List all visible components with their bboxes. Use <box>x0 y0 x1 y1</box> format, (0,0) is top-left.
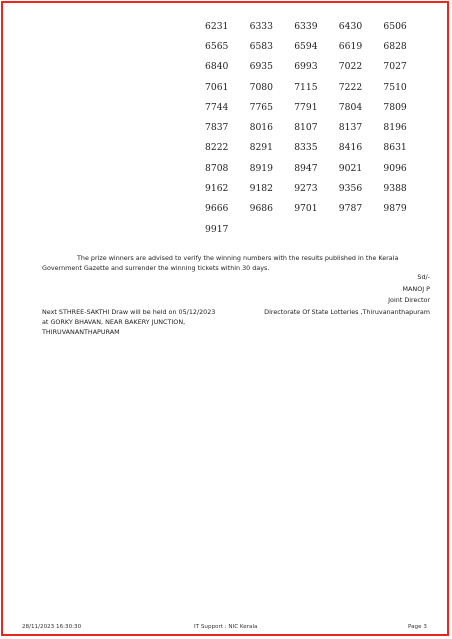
winning-number: 9388 <box>383 183 407 195</box>
signature-name: MANOJ P <box>402 285 430 293</box>
winning-number: 7804 <box>338 101 363 113</box>
number-row <box>205 138 435 158</box>
winning-number: 6828 <box>383 40 407 52</box>
winning-number: 7027 <box>383 61 407 73</box>
winning-number: 9666 <box>205 203 229 215</box>
footer-support: IT Support : NIC Kerala <box>194 624 258 630</box>
winning-number: 8016 <box>249 122 273 134</box>
next-draw-line-3: THIRUVANANTHAPURAM <box>42 328 120 336</box>
winning-number: 9356 <box>338 183 363 195</box>
winning-number: 8222 <box>205 142 229 154</box>
winning-number: 9021 <box>338 162 363 174</box>
winning-number: 9917 <box>205 223 229 235</box>
number-row <box>205 16 435 36</box>
winning-number: 9686 <box>249 203 273 215</box>
winning-number: 7061 <box>205 81 229 93</box>
number-row <box>205 199 435 219</box>
signature-department: Directorate Of State Lotteries ,Thiruvananthapuram <box>264 308 430 316</box>
number-row <box>205 97 435 117</box>
winning-number: 7115 <box>294 81 318 93</box>
winning-number: 9162 <box>205 183 229 195</box>
number-row <box>205 158 435 178</box>
number-row <box>205 36 435 56</box>
number-row <box>205 117 435 137</box>
winning-number: 6619 <box>338 40 363 52</box>
winning-number: 9182 <box>249 183 273 195</box>
winning-number: 8137 <box>338 122 363 134</box>
number-row <box>205 178 435 198</box>
winning-number: 8631 <box>383 142 407 154</box>
winning-number: 8947 <box>294 162 318 174</box>
winning-number: 7222 <box>338 81 363 93</box>
signature-sd: Sd/- <box>417 273 430 281</box>
winning-number: 9096 <box>383 162 407 174</box>
winning-number: 9787 <box>338 203 363 215</box>
notice-line-1: The prize winners are advised to verify the winning numbers with the results published in the Kerala <box>77 254 399 262</box>
winning-number: 7080 <box>249 81 273 93</box>
winning-number: 8291 <box>249 142 273 154</box>
winning-number: 6583 <box>249 40 273 52</box>
winning-number: 7744 <box>205 101 229 113</box>
winning-number: 6840 <box>205 61 229 73</box>
number-row <box>205 57 435 77</box>
winning-number: 8107 <box>294 122 318 134</box>
signature-designation: Joint Director <box>388 296 430 304</box>
footer-page-number: Page 3 <box>408 624 427 630</box>
winning-number: 8416 <box>338 142 363 154</box>
winning-number: 7765 <box>249 101 273 113</box>
winning-number: 9879 <box>383 203 407 215</box>
winning-numbers-grid <box>205 16 435 239</box>
winning-number: 9701 <box>294 203 318 215</box>
footer-timestamp: 28/11/2023 16:30:30 <box>22 624 82 630</box>
winning-number: 6935 <box>249 61 273 73</box>
notice-paragraph <box>42 253 437 273</box>
next-draw-line-1: Next STHREE-SAKTHI Draw will be held on 05/12/2023 <box>42 308 216 316</box>
winning-number: 8919 <box>249 162 273 174</box>
winning-number: 6430 <box>338 20 363 32</box>
winning-number: 6993 <box>294 61 318 73</box>
winning-number: 8708 <box>205 162 229 174</box>
winning-number: 7837 <box>205 122 229 134</box>
winning-number: 9273 <box>294 183 318 195</box>
winning-number: 8196 <box>383 122 407 134</box>
notice-line-2: Government Gazette and surrender the winning tickets within 30 days. <box>42 264 270 272</box>
next-draw-line-2: at GORKY BHAVAN, NEAR BAKERY JUNCTION, <box>42 318 186 326</box>
winning-number: 6231 <box>205 20 229 32</box>
winning-number: 7022 <box>338 61 363 73</box>
winning-number: 7809 <box>383 101 407 113</box>
winning-number: 6333 <box>249 20 273 32</box>
winning-number: 6565 <box>205 40 229 52</box>
number-row <box>205 219 435 239</box>
winning-number: 6594 <box>294 40 318 52</box>
winning-number: 7510 <box>383 81 407 93</box>
winning-number: 8335 <box>294 142 318 154</box>
winning-number: 6506 <box>383 20 407 32</box>
winning-number: 7791 <box>294 101 318 113</box>
number-row <box>205 77 435 97</box>
winning-number: 6339 <box>294 20 318 32</box>
